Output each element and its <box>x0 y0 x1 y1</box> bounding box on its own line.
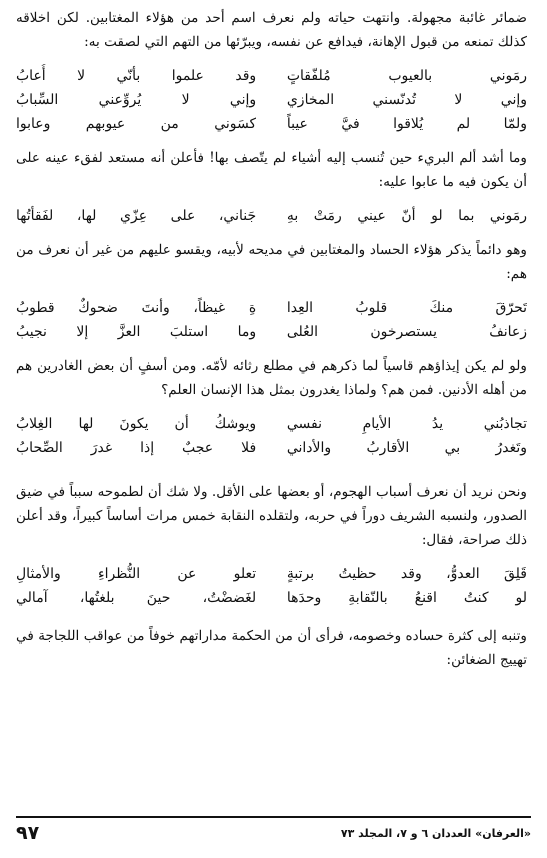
verse-line <box>16 436 527 460</box>
verse-block-2 <box>16 204 527 228</box>
verse-hemistich-left: ةِ غيظاً، وأنتَ ضحوكٌ قطوبُ <box>16 300 257 316</box>
verse-block-3 <box>16 296 527 344</box>
paragraph-1: ضمائر غائبة مجهولة. وانتهت حياته ولم نعرف اسم أحد من هؤلاء المغتابين. لكن اخلاقه كذلك تمنعه من قبول الإهانة، فيدافع عن نفسه، ويبرّئها من التهم التي لصقت به: <box>16 10 527 50</box>
verse-hemistich-left: جَناني، على عِزّي لها، لفَقأتُها <box>16 208 257 224</box>
verse-hemistich-right: رمَوني بما لو أنّ عيني رمَتْ بهِ <box>286 208 527 224</box>
verse-block-1 <box>16 64 527 136</box>
verse-hemistich-right: قَلِقَ العدوُّ، وقد حظيتُ برتبةٍ <box>286 566 527 582</box>
verse-hemistich-left: وقد علموا بأنّي لا أُعابُ <box>16 68 257 84</box>
verse-hemistich-right: تجاذبُني يدُ الأيامِ نفسي <box>286 416 527 432</box>
paragraph-2: وما أشد ألم البريء حين تُنسب إليه أشياء لم يتّصف بها! فأعلن أنه مستعد لفقء عينه على أن يكون فيه ما عابوا عليه: <box>16 150 527 190</box>
verse-hemistich-left: فلا عجبٌ إذا غدرَ الصِّحابُ <box>16 440 257 456</box>
paragraph-5: ونحن نريد أن نعرف أسباب الهجوم، أو بعضها على الأقل. ولا شك أن لطموحه سبباً في ضيق الصدور، ولنسبه الشريف دوراً في حربه، ولتقلده النقابة خمس مرات أساساً كبيراً، وقد أعلن ذلك صراحة، فقال: <box>16 484 527 548</box>
verse-line <box>16 204 527 228</box>
verse-line <box>16 112 527 136</box>
verse-hemistich-right: تَحرّقَ منكَ قلوبُ العِدا <box>286 300 527 316</box>
verse-hemistich-left: لغَضضْتُ، حينَ بلغتُها، آمالي <box>16 590 257 606</box>
verse-line <box>16 64 527 88</box>
paragraph-4: ولو لم يكن إيذاؤهم قاسياً لما ذكرهم في مطلع رثائه لأمّه. ومن أسفٍ أن بعض الغادرين هم من أهله الأدنين. فمن هم؟ ولماذا يغدرون بمثل هذا الإنسان العلم؟ <box>16 358 527 398</box>
verse-line <box>16 320 527 344</box>
verse-block-4 <box>16 412 527 460</box>
verse-line <box>16 412 527 436</box>
verse-hemistich-left: كسَوني من عيوبهم وعابوا <box>16 116 257 132</box>
verse-hemistich-right: ولمّا لم يُلاقوا فيَّ عيباً <box>286 116 527 132</box>
verse-hemistich-right: لو كنتُ اقنعُ بالنّقابةِ وحدَها <box>286 590 527 606</box>
verse-line <box>16 562 527 586</box>
verse-line <box>16 296 527 320</box>
journal-citation: «العرفان» العددان ٦ و ٧، المجلد ٧٣ <box>340 826 531 840</box>
verse-hemistich-left: وما استلبَ العزَّ إلا نجيبُ <box>16 324 257 340</box>
verse-hemistich-right: وإني لا تُدنّسني المخازي <box>286 92 527 108</box>
page-footer <box>0 816 547 858</box>
verse-line <box>16 586 527 610</box>
paragraph-3: وهو دائماً يذكر هؤلاء الحساد والمغتابين في مديحه لأبيه، ويقسو عليهم من غير أن نعرف من هم: <box>16 242 527 282</box>
footer-row <box>16 822 531 844</box>
verse-block-5 <box>16 562 527 610</box>
verse-hemistich-left: تعلو عن النُّظراءِ والأمثالِ <box>16 566 257 582</box>
footer-divider <box>16 816 531 818</box>
verse-hemistich-left: وإني لا يُروِّعني السِّبابُ <box>16 92 257 108</box>
verse-hemistich-left: ويوشكُ أن يكونَ لها الغِلابُ <box>16 416 257 432</box>
paragraph-6: وتنبه إلى كثرة حساده وخصومه، فرأى أن من الحكمة مداراتهم خوفاً من عواقب اللجاجة في تهييج الضغائن: <box>16 628 527 668</box>
verse-line <box>16 88 527 112</box>
page-number: ٩٧ <box>16 822 40 844</box>
verse-hemistich-right: زعانفُ يستصرخون العُلى <box>286 324 527 340</box>
verse-hemistich-right: رمَوني بالعيوب مُلفّقاتٍ <box>286 68 527 84</box>
verse-hemistich-right: وتَغدرُ بي الأقاربُ والأداني <box>286 440 527 456</box>
